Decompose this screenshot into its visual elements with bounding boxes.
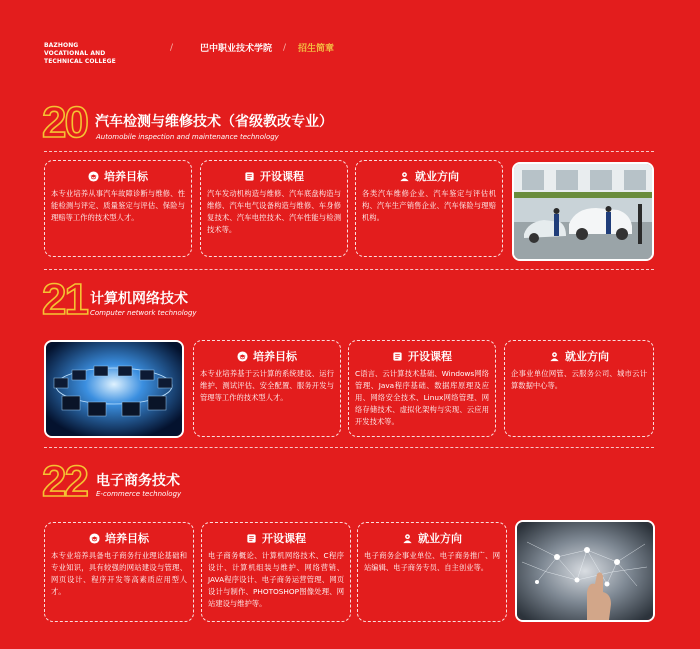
card-body: C语言、云计算技术基础、Windows网络管理、Java程序基础、数据库原理及应用、网络安全技术、Linux网络管理、网络存储技术、虚拟化架构与实现、云应用开发技术等。 bbox=[355, 369, 489, 426]
card-training-goal bbox=[193, 340, 341, 437]
graduate-icon bbox=[88, 171, 99, 182]
card-employment bbox=[355, 160, 503, 257]
card-title: 开设课程 bbox=[260, 170, 304, 183]
graduate-icon bbox=[89, 533, 100, 544]
person-icon bbox=[549, 351, 560, 362]
card-title: 培养目标 bbox=[104, 170, 148, 183]
graduate-icon bbox=[237, 351, 248, 362]
card-body: 本专业培养基于云计算的系统建设、运行维护、测试评估、安全配置、服务开发与管理等工作的技术型人才。 bbox=[200, 369, 334, 402]
program-title-cn: 汽车检测与维修技术（省级教改专业） bbox=[95, 114, 333, 130]
section-divider bbox=[44, 447, 654, 448]
header-separator: / bbox=[283, 43, 287, 53]
book-icon bbox=[244, 171, 255, 182]
card-body: 电子商务企事业单位、电子商务推广、网站编辑、电子商务专员、自主创业等。 bbox=[364, 551, 500, 572]
card-courses bbox=[348, 340, 496, 437]
person-icon bbox=[402, 533, 413, 544]
section-divider bbox=[44, 269, 654, 270]
card-title: 就业方向 bbox=[415, 170, 459, 183]
computer-network-photo bbox=[44, 340, 184, 438]
ecommerce-touch-photo bbox=[515, 520, 655, 622]
card-title: 就业方向 bbox=[418, 532, 462, 545]
program-title-cn: 电子商务技术 bbox=[96, 473, 180, 489]
program-number: 22 bbox=[42, 457, 87, 506]
card-title: 培养目标 bbox=[105, 532, 149, 545]
card-training-goal bbox=[44, 160, 192, 257]
person-icon bbox=[399, 171, 410, 182]
section-divider bbox=[44, 151, 654, 152]
school-name-cn: 巴中职业技术学院 bbox=[200, 44, 273, 54]
program-title-en: Automobile inspection and maintenance technology bbox=[96, 133, 279, 141]
program-number: 21 bbox=[42, 275, 87, 324]
card-courses bbox=[201, 522, 351, 622]
card-body: 电子商务概论、计算机网络技术、C程序设计、计算机组装与维护、网络营销、JAVA程序设计、电子商务运营管理、网页设计与制作、PHOTOSHOP图像处理、网站建设与维护等。 bbox=[208, 551, 344, 608]
card-body: 各类汽车维修企业、汽车鉴定与评估机构、汽车生产销售企业、汽车保险与理赔机构。 bbox=[362, 189, 496, 222]
card-title: 开设课程 bbox=[408, 350, 452, 363]
card-body: 企事业单位网管、云服务公司、城市云计算数据中心等。 bbox=[511, 369, 647, 390]
school-name-en: BAZHONG VOCATIONAL AND TECHNICAL COLLEGE bbox=[44, 42, 116, 65]
card-title: 开设课程 bbox=[262, 532, 306, 545]
card-body: 本专业培养从事汽车故障诊断与维修、性能检测与评定、质量鉴定与评估、保险与理赔等工作的技术型人才。 bbox=[51, 189, 185, 222]
card-title: 就业方向 bbox=[565, 350, 609, 363]
program-number: 20 bbox=[42, 98, 87, 147]
card-training-goal bbox=[44, 522, 194, 622]
card-courses bbox=[200, 160, 348, 257]
program-title-en: E-commerce technology bbox=[96, 490, 182, 498]
brochure-tag: 招生简章 bbox=[298, 44, 335, 54]
header-separator: / bbox=[170, 43, 174, 53]
book-icon bbox=[246, 533, 257, 544]
card-body: 本专业培养具备电子商务行业理论基础和专业知识，具有较强的网站建设与管理、网页设计、程序开发等高素质应用型人才。 bbox=[51, 551, 187, 596]
book-icon bbox=[392, 351, 403, 362]
program-title-cn: 计算机网络技术 bbox=[90, 291, 188, 307]
program-title-en: Computer network technology bbox=[90, 309, 197, 317]
card-employment bbox=[504, 340, 654, 437]
auto-repair-workshop-photo bbox=[512, 162, 654, 261]
card-title: 培养目标 bbox=[253, 350, 297, 363]
card-body: 汽车发动机构造与维修、汽车底盘构造与维修、汽车电气设备构造与维修、车身修复技术、汽车电控技术、汽车性能与检测技术等。 bbox=[207, 189, 341, 234]
card-employment bbox=[357, 522, 507, 622]
